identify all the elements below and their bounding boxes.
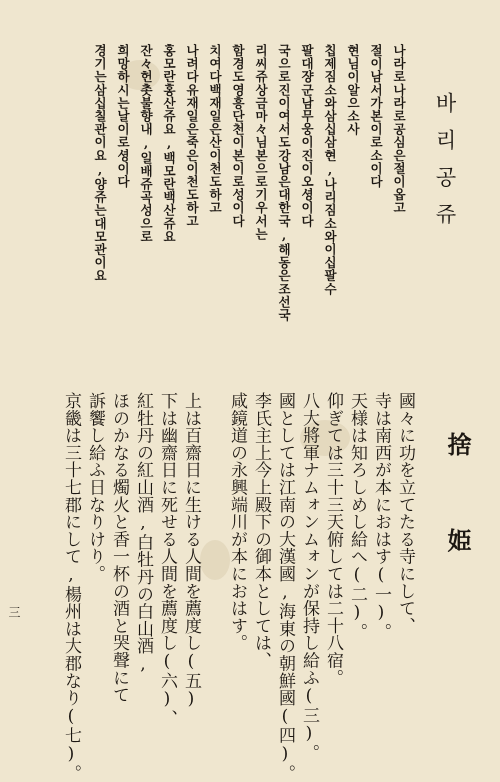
japanese-line: 上は百齋日に生ける人間を薦度し(五) (181, 392, 201, 710)
japanese-line: 仰ぎては三十三天俯しては二十八宿。 (323, 392, 343, 687)
japanese-line: 八大將軍ナムォンムォンが保持し給ふ(三)。 (299, 392, 319, 762)
korean-line: 나라로나라로공심은절이옵고 (391, 44, 407, 215)
korean-line: 국으로진이여서도강남은대한국,해동은조선국 (276, 44, 292, 322)
korean-line: 홍모란홍산쥬요,백모란백산쥬요 (161, 44, 177, 243)
korean-line: 현님이알으소사 (345, 44, 361, 136)
japanese-line: 李氏主上今上殿下の御本としては、 (251, 392, 271, 669)
korean-line: 팔대쟝군남무웅이진이오셩이다 (299, 44, 315, 228)
japanese-line: 國としては江南の大漢國,海東の朝鮮國(四)。 (275, 392, 295, 782)
korean-line: 절이남서가본이로소이다 (368, 44, 384, 189)
korean-line: 함경도영흥단천이본이로성이다 (230, 44, 246, 228)
japanese-title: 捨姫 (443, 432, 472, 624)
japanese-line: 京畿は三十七郡にして,楊州は大郡なり(七)。 (61, 392, 81, 782)
page-number: 三 (7, 606, 21, 618)
paper-stain (200, 540, 230, 580)
japanese-line: 訴饗し給ふ日なりけり。 (85, 392, 105, 583)
korean-line: 경기는삼십칠관이요,양쥬는대모관이요 (92, 44, 108, 283)
japanese-line: 國々に功を立てたる寺にして、 (395, 392, 415, 635)
korean-line: 희망하시는날이로셩이다 (115, 44, 131, 189)
korean-line: 리씨쥬상금마々님본으로기우서는 (253, 44, 269, 241)
japanese-line: 天様は知ろしめし給へ(二)。 (347, 392, 367, 641)
japanese-line: 咸鏡道の永興端川が本におはす。 (227, 392, 247, 652)
japanese-line: ほのかなる燭火と香一杯の酒と哭聲にて (109, 392, 129, 704)
korean-line: 칩제짐소와삼십삼현,나리짐소와이십팔수 (322, 44, 338, 296)
japanese-line: 紅牡丹の紅山酒,白牡丹の白山酒, (133, 392, 153, 675)
korean-title: 바리공쥬 (433, 92, 457, 240)
korean-line: 치여다백재일은산이천도하고 (207, 44, 223, 215)
japanese-line: 寺は南西が本におはす(一)。 (371, 392, 391, 641)
japanese-line: 下は幽齋日に死せる人間を薦度し(六)、 (157, 392, 177, 727)
korean-line: 잔々헌촛불향내,일배쥬곡성으로 (138, 44, 154, 243)
korean-line: 나려다유재일은죽은이천도하고 (184, 44, 200, 228)
